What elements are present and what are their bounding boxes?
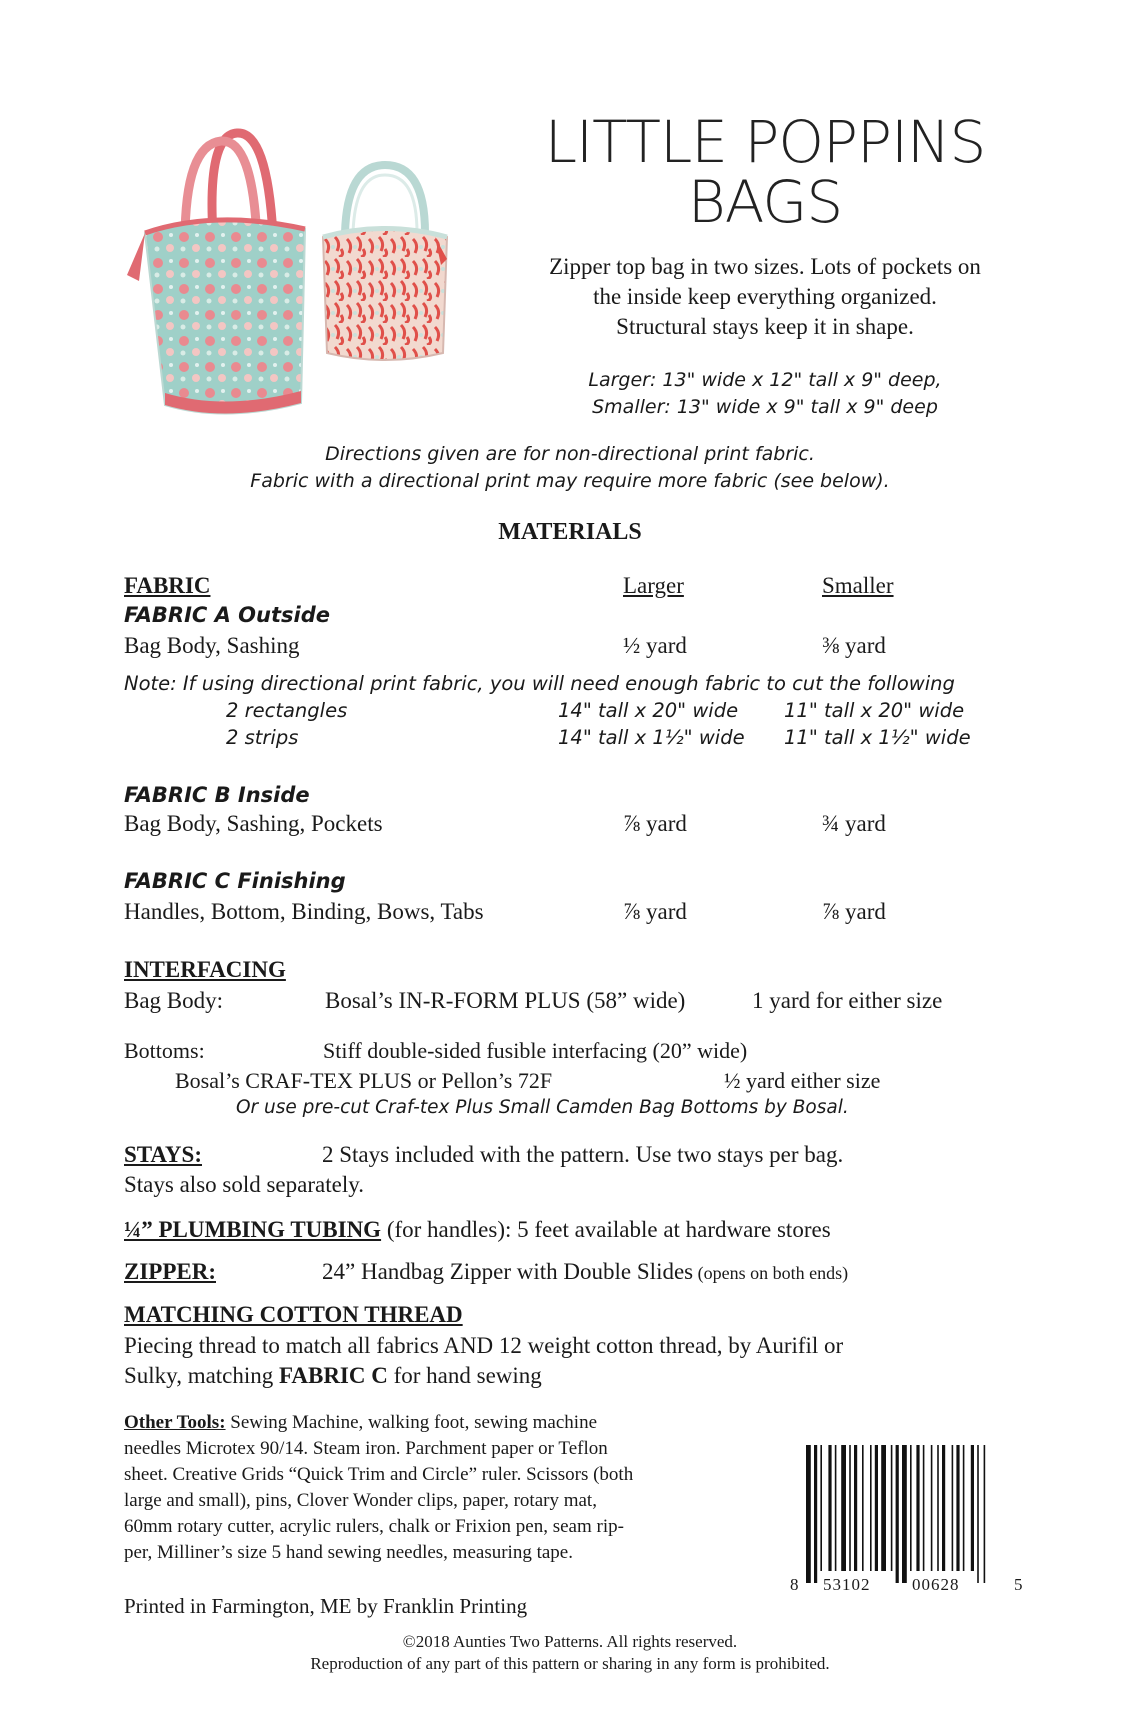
fabric-c-heading: FABRIC C Finishing: [124, 869, 346, 893]
note-row-2-larger: 14" tall x 1½" wide: [558, 726, 745, 749]
other-tools-line-6: per, Milliner’s size 5 hand sewing needles, measuring tape.: [124, 1542, 573, 1563]
copyright: ©2018 Aunties Two Patterns. All rights reserved.: [402, 1632, 738, 1651]
barcode-bar: [854, 1445, 857, 1571]
barcode-bar: [806, 1445, 811, 1583]
barcode-digits-group-2: 00628: [912, 1575, 960, 1594]
tubing-text: (for handles): 5 feet available at hardware stores: [381, 1217, 831, 1242]
col-smaller: Smaller: [822, 573, 894, 598]
directions-line-1: Directions given are for non-directional print fabric.: [325, 443, 815, 465]
barcode-bar: [910, 1445, 912, 1571]
note-row-2-smaller: 11" tall x 1½" wide: [784, 726, 971, 749]
bottoms-alt: Or use pre-cut Craf-tex Plus Small Camden Bag Bottoms by Bosal.: [236, 1097, 849, 1118]
note-row-1-larger: 14" tall x 20" wide: [558, 699, 739, 722]
barcode-bar: [841, 1445, 846, 1571]
barcode-bar: [937, 1445, 939, 1571]
barcode-bar: [977, 1445, 979, 1583]
directions-line-2: Fabric with a directional print may require more fabric (see below).: [250, 470, 890, 492]
product-photo: [125, 125, 495, 425]
other-tools-line-5: 60mm rotary cutter, acrylic rulers, chalk or Frixion pen, seam rip-: [124, 1516, 624, 1537]
other-tools-line-2: needles Microtex 90/14. Steam iron. Parchment paper or Teflon: [124, 1438, 608, 1459]
title-line-1: LITTLE POPPINS: [544, 108, 986, 176]
bottoms-desc: Stiff double-sided fusible interfacing (20” wide): [323, 1038, 748, 1063]
note-row-1-label: 2 rectangles: [226, 699, 348, 722]
barcode-digit-left: 8: [790, 1575, 799, 1594]
col-larger: Larger: [623, 573, 684, 598]
bag-body-qty: 1 yard for either size: [752, 988, 943, 1013]
barcode-bar: [820, 1445, 822, 1571]
barcode-bar: [902, 1445, 907, 1583]
dimensions-smaller: Smaller: 13" wide x 9" tall x 9" deep: [592, 396, 938, 418]
barcode-bar: [931, 1445, 933, 1571]
thread-heading: MATCHING COTTON THREAD: [124, 1302, 463, 1327]
reproduction-notice: Reproduction of any part of this pattern or sharing in any form is prohibited.: [310, 1654, 830, 1673]
bag-body-label: Bag Body:: [124, 988, 224, 1013]
small-bag: [323, 165, 447, 360]
stays-text-2: Stays also sold separately.: [124, 1172, 364, 1197]
fabric-a-smaller: ⅜ yard: [822, 633, 886, 658]
other-tools-text-1: Sewing Machine, walking foot, sewing machine: [225, 1412, 598, 1433]
barcode-bar: [835, 1445, 837, 1571]
other-tools-label: Other Tools:: [124, 1412, 226, 1433]
fabric-b-item: Bag Body, Sashing, Pockets: [124, 811, 383, 836]
barcode-bar: [849, 1445, 851, 1571]
zipper-label: ZIPPER:: [124, 1259, 216, 1284]
thread-line-1: Piecing thread to match all fabrics AND 12 weight cotton thread, by Aurifil or: [124, 1333, 844, 1358]
interfacing-heading: INTERFACING: [124, 957, 286, 982]
fabric-a-item: Bag Body, Sashing: [124, 633, 300, 658]
fabric-c-item: Handles, Bottom, Binding, Bows, Tabs: [124, 899, 484, 924]
barcode-bar: [875, 1445, 878, 1571]
materials-heading: MATERIALS: [498, 519, 642, 545]
other-tools-line-4: large and small), pins, Clover Wonder clips, paper, rotary mat,: [124, 1490, 597, 1511]
fabric-a-larger: ½ yard: [623, 633, 687, 658]
bottoms-label: Bottoms:: [124, 1038, 205, 1063]
barcode-bar: [916, 1445, 919, 1571]
note-row-2-label: 2 strips: [226, 726, 299, 749]
barcode-bars: [790, 1445, 1030, 1595]
title-line-2: BAGS: [687, 168, 843, 236]
bottoms-qty: ½ yard either size: [724, 1068, 881, 1093]
barcode-bar: [942, 1445, 945, 1571]
barcode-bar: [814, 1445, 817, 1583]
fabric-c-smaller: ⅞ yard: [822, 899, 886, 924]
directional-note: Note: If using directional print fabric, you will need enough fabric to cut the following: [124, 672, 955, 695]
printed-by: Printed in Farmington, ME by Franklin Printing: [124, 1594, 528, 1618]
barcode-bar: [896, 1445, 899, 1583]
zipper-note: (opens on both ends): [693, 1263, 849, 1283]
fabric-b-heading: FABRIC B Inside: [124, 783, 310, 807]
bags-illustration: [125, 125, 495, 425]
bottoms-product: Bosal’s CRAF-TEX PLUS or Pellon’s 72F: [175, 1068, 553, 1093]
barcode-bar: [923, 1445, 925, 1571]
fabric-a-heading: FABRIC A Outside: [124, 603, 330, 627]
other-tools: [124, 1410, 804, 1566]
thread-fabric-c: FABRIC C: [279, 1363, 388, 1388]
fabric-label: FABRIC: [124, 573, 211, 598]
dimensions: [495, 367, 1035, 421]
barcode-bar: [956, 1445, 959, 1571]
barcode-bar: [870, 1445, 872, 1571]
barcode-bar: [971, 1445, 974, 1571]
barcode-digit-right: 5: [1014, 1575, 1023, 1594]
barcode-bar: [984, 1445, 986, 1583]
barcode-bar: [881, 1445, 886, 1571]
dimensions-larger: Larger: 13" wide x 12" tall x 9" deep,: [588, 369, 942, 391]
fabric-c-larger: ⅞ yard: [623, 899, 687, 924]
tubing-line: [124, 1216, 831, 1244]
fabric-b-smaller: ¾ yard: [822, 811, 886, 836]
note-row-1-smaller: 11" tall x 20" wide: [784, 699, 965, 722]
other-tools-line-1: [124, 1410, 804, 1436]
intro-text: [495, 252, 1035, 342]
barcode-bar: [952, 1445, 954, 1571]
thread-line-2-pre: Sulky, matching: [124, 1363, 280, 1388]
zipper-line: [322, 1258, 848, 1287]
tubing-label: ¼” PLUMBING TUBING: [124, 1217, 382, 1242]
intro-line-1: Zipper top bag in two sizes. Lots of pockets on: [549, 254, 981, 279]
stays-label: STAYS:: [124, 1142, 202, 1167]
barcode-bar: [963, 1445, 965, 1571]
zipper-text: 24” Handbag Zipper with Double Slides: [322, 1259, 694, 1284]
other-tools-line-3: sheet. Creative Grids “Quick Trim and Circle” ruler. Scissors (both: [124, 1464, 634, 1485]
fabric-b-larger: ⅞ yard: [623, 811, 687, 836]
barcode: [790, 1445, 1030, 1595]
directions: [120, 441, 1020, 495]
thread-line-2: [124, 1362, 542, 1390]
stays-text-1: 2 Stays included with the pattern. Use two stays per bag.: [322, 1142, 844, 1167]
page-title: [495, 108, 1035, 236]
thread-line-2-post: for hand sewing: [387, 1363, 542, 1388]
intro-line-3: Structural stays keep it in shape.: [616, 314, 914, 339]
barcode-digits-group-1: 53102: [823, 1575, 871, 1594]
bag-body-desc: Bosal’s IN-R-FORM PLUS (58” wide): [325, 988, 686, 1013]
barcode-bar: [862, 1445, 864, 1571]
barcode-bar: [891, 1445, 893, 1571]
barcode-bar: [828, 1445, 831, 1571]
large-bag: [127, 133, 305, 414]
intro-line-2: the inside keep everything organized.: [593, 284, 937, 309]
